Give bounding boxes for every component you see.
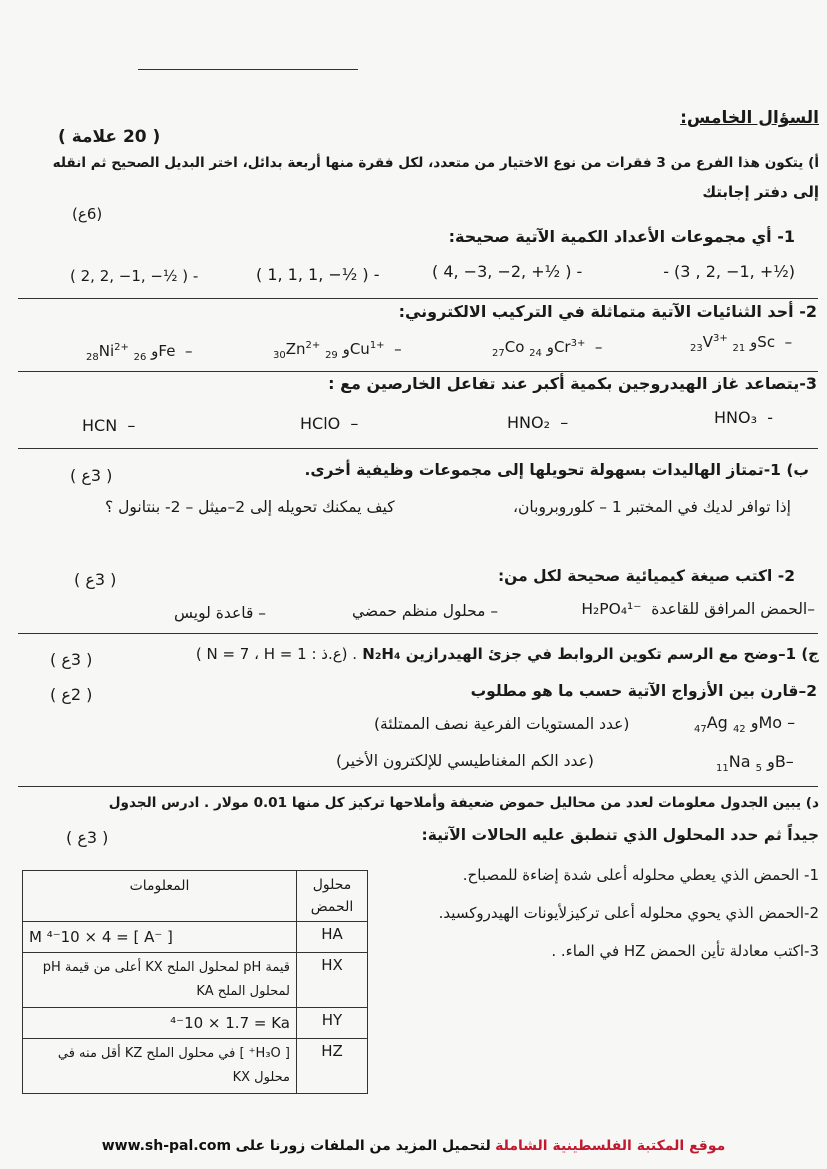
part-d-intro-line1: د) يبين الجدول معلومات لعدد من محاليل حموض ضعيفة وأملاحها تركيز كل منها 0.01 مولار . ادرس الجدول xyxy=(108,795,819,811)
divider-5 xyxy=(18,786,818,787)
q1-option-1: - (3 , 2, −1, +½) xyxy=(663,262,795,281)
q2-option-1: $_{23}V^{3+}$ و $_{21}$ Sc – xyxy=(690,333,793,354)
part-c-q2-text: 2–قارن بين الأزواج الآتية حسب ما هو مطلوب xyxy=(470,682,817,700)
table-row xyxy=(23,922,368,953)
table-row xyxy=(23,1039,368,1094)
q3-option-2: HNO₂ – xyxy=(507,413,569,432)
part-b-q2-item2: – محلول منظم حمضي xyxy=(352,602,499,620)
row-acid: HY xyxy=(297,1008,368,1039)
top-rule xyxy=(138,69,358,70)
q1-option-4: ( 2, 2, −1, −½ ) - xyxy=(70,267,199,285)
acid-info-table xyxy=(22,870,368,1094)
part-c-q1-text: ج) 1–وضح مع الرسم تكوين الروابط في جزئ الهيدرازين N₂H₄ . (ع.ذ : N = 7 ، H = 1 ) xyxy=(195,645,819,663)
part-d-marks: ( 3ع ) xyxy=(66,828,109,847)
part-b-q1-marks: ( 3ع ) xyxy=(70,466,113,485)
row-info: M ⁴⁻10 × 4 = [ A⁻ ] xyxy=(23,922,297,953)
q2-text: 2- أحد الثنائيات الآتية متماثلة في التركيب الالكتروني: xyxy=(398,302,817,321)
pair-1: $_{47}$Ag و $_{42}$ Mo – xyxy=(694,713,796,736)
pair-1-label: (عدد المستويات الفرعية نصف الممتلئة) xyxy=(374,715,630,733)
q2-option-3: $_{30}Zn^{2+}$ و $_{29}$ $Cu^{1+}$ – xyxy=(273,340,402,361)
row-info: [ H₃O⁺ ] في محلول الملح KZ أقل منه في محلول KX xyxy=(23,1039,297,1094)
part-b-q1-detail-a: إذا توافر لديك في المختبر 1 – كلوروبروبان، xyxy=(513,498,791,516)
row-acid: HA xyxy=(297,922,368,953)
q3-option-4: HCN – xyxy=(82,416,136,435)
footer xyxy=(0,1138,827,1154)
header-info: المعلومات xyxy=(23,871,297,922)
part-a-intro-line2: إلى دفتر إجابتك xyxy=(702,183,819,201)
q3-option-1: HNO₃ - xyxy=(714,408,773,427)
part-b-q1-text: ب) 1-تمتاز الهاليدات بسهولة تحويلها إلى مجموعات وظيفية أخرى. xyxy=(304,461,809,479)
table-header-row xyxy=(23,871,368,922)
q1-text: 1- أي مجموعات الأعداد الكمية الآتية صحيحة: xyxy=(448,227,795,246)
footer-text: لتحميل المزيد من الملفات زورنا على xyxy=(235,1138,491,1154)
row-acid: HZ xyxy=(297,1039,368,1094)
header-acid: محلول الحمض xyxy=(297,871,368,922)
part-b-q2-item1: –الحمض المرافق للقاعدة H₂PO₄¹⁻ xyxy=(581,600,815,618)
pair-2-label: (عدد الكم المغناطيسي للإلكترون الأخير) xyxy=(336,752,594,770)
q1-option-2: ( 4, −3, −2, +½ ) - xyxy=(432,262,583,281)
part-d-item-1: 1- الحمض الذي يعطي محلوله أعلى شدة إضاءة للمصباح. xyxy=(462,866,819,884)
part-a-intro-line1: أ) يتكون هذا الفرع من 3 فقرات من نوع الاختيار من متعدد، لكل فقرة منها أربعة بدائل، اختر البديل الصحيح ثم انقله xyxy=(52,155,819,171)
part-b-q2-item3: – قاعدة لويس xyxy=(174,604,267,622)
table-row xyxy=(23,953,368,1008)
part-c-q1-marks: ( 3ع ) xyxy=(50,650,93,669)
part-a-marks: (6ع) xyxy=(72,205,103,223)
divider-4 xyxy=(18,633,818,634)
divider-3 xyxy=(18,448,818,449)
table-row xyxy=(23,1008,368,1039)
footer-site-name: موقع المكتبة الفلسطينية الشاملة xyxy=(495,1138,726,1154)
row-info: قيمة pH لمحلول الملح KX أعلى من قيمة pH لمحلول الملح KA xyxy=(23,953,297,1008)
part-d-item-2: 2-الحمض الذي يحوي محلوله أعلى تركيزلأيونات الهيدروكسيد. xyxy=(438,904,819,922)
q3-option-3: HClO – xyxy=(300,414,359,433)
part-b-q1-detail-b: كيف يمكنك تحويله إلى 2–ميثل – 2- بنتانول ؟ xyxy=(105,498,395,516)
part-d-item-3: 3-اكتب معادلة تأين الحمض HZ في الماء. . xyxy=(551,942,819,960)
q3-text: 3-يتصاعد غاز الهيدروجين بكمية أكبر عند تفاعل الخارصين مع : xyxy=(328,374,817,393)
divider-1 xyxy=(18,298,818,299)
part-b-q2-text: 2- اكتب صيغة كيميائية صحيحة لكل من: xyxy=(497,567,795,585)
part-d-intro-line2: جيداً ثم حدد المحلول الذي تنطبق عليه الحالات الآتية: xyxy=(421,826,819,844)
q1-option-3: ( 1, 1, 1, −½ ) - xyxy=(256,265,380,284)
question-header: السؤال الخامس: xyxy=(680,108,819,128)
q2-option-4: $_{28}Ni^{2+}$ و $_{26}$ Fe – xyxy=(86,342,193,363)
q2-option-2: $_{27}$Co و $_{24}$ $Cr^{3+}$ – xyxy=(492,338,603,359)
divider-2 xyxy=(18,371,818,372)
part-c-q2-marks: ( 2ع ) xyxy=(50,685,93,704)
part-b-q2-marks: ( 3ع ) xyxy=(74,570,117,589)
row-acid: HX xyxy=(297,953,368,1008)
footer-url[interactable]: www.sh-pal.com xyxy=(101,1138,232,1154)
total-marks: ( 20 علامة ) xyxy=(58,127,161,147)
pair-2: $_{11}$Na و $_5$ B– xyxy=(716,752,794,775)
row-info: ⁴⁻10 × 1.7 = Ka xyxy=(23,1008,297,1039)
